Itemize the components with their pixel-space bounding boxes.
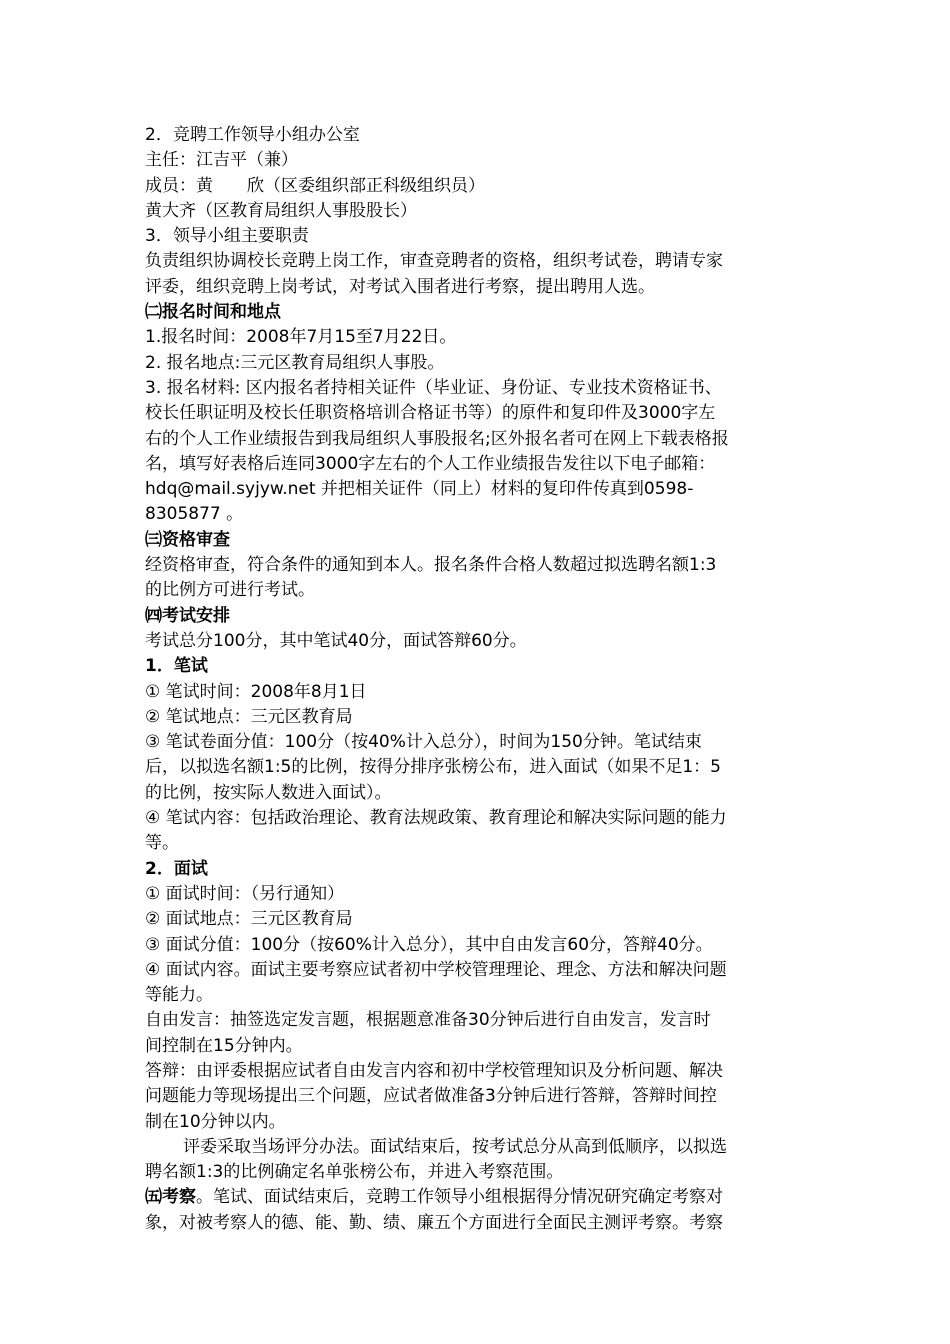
paragraph-line: ③ 笔试卷面分值：100分（按40%计入总分），时间为150分钟。笔试结束 <box>145 732 702 753</box>
paragraph-line: ④ 面试内容。面试主要考察应试者初中学校管理理论、理念、方法和解决问题 <box>145 959 727 980</box>
document-body <box>145 123 810 1236</box>
paragraph-line: 右的个人工作业绩报告到我局组织人事股报名;区外报名者可在网上下载表格报 <box>145 428 729 449</box>
paragraph-line: ② 笔试地点：三元区教育局 <box>145 706 353 727</box>
paragraph-line: ① 笔试时间：2008年8月1日 <box>145 681 367 702</box>
paragraph-line: ② 面试地点：三元区教育局 <box>145 909 353 930</box>
paragraph-text: 。笔试、面试结束后，竞聘工作领导小组根据得分情况研究确定考察对 <box>196 1187 723 1208</box>
paragraph-line: ③ 面试分值：100分（按60%计入总分），其中自由发言60分，答辩40分。 <box>145 934 713 955</box>
paragraph-line: 校长任职证明及校长任职资格培训合格证书等）的原件和复印件及3000字左 <box>145 403 716 424</box>
paragraph-line: 的比例方可进行考试。 <box>145 580 315 601</box>
paragraph-line: 自由发言：抽签选定发言题，根据题意准备30分钟后进行自由发言，发言时 <box>145 1010 711 1031</box>
paragraph-line: 2. 报名地点:三元区教育局组织人事股。 <box>145 352 445 373</box>
paragraph-line: 评委，组织竞聘上岗考试，对考试入围者进行考察，提出聘用人选。 <box>145 276 655 297</box>
paragraph-line: 后，以拟选名额1:5的比例，按得分排序张榜公布，进入面试（如果不足1：5 <box>145 757 721 778</box>
paragraph-line: 聘名额1:3的比例确定名单张榜公布，并进入考察范围。 <box>145 1162 564 1183</box>
paragraph-line: 问题能力等现场提出三个问题，应试者做准备3分钟后进行答辩，答辩时间控 <box>145 1086 717 1107</box>
paragraph-line: 2．竞聘工作领导小组办公室 <box>145 125 360 145</box>
paragraph-line: 3．领导小组主要职责 <box>145 226 309 247</box>
paragraph-line: 等。 <box>145 833 179 854</box>
paragraph-line: 3. 报名材料: 区内报名者持相关证件（毕业证、身份证、专业技术资格证书、 <box>145 377 722 398</box>
paragraph-line: 经资格审查，符合条件的通知到本人。报名条件合格人数超过拟选聘名额1:3 <box>145 555 717 576</box>
paragraph-list <box>145 123 810 1185</box>
paragraph-line: 考试总分100分，其中笔试40分，面试答辩60分。 <box>145 630 527 651</box>
paragraph-line: 的比例，按实际人数进入面试）。 <box>145 782 392 803</box>
paragraph-line: 制在10分钟以内。 <box>145 1111 286 1132</box>
section-heading: 2．面试 <box>145 858 208 879</box>
paragraph-line: 间控制在15分钟内。 <box>145 1035 303 1056</box>
paragraph-line: 黄大齐（区教育局组织人事股股长） <box>145 200 417 221</box>
section-heading: ㈢资格审查 <box>145 529 230 550</box>
paragraph-line: ① 面试时间：（另行通知） <box>145 883 345 904</box>
paragraph-line: 名，填写好表格后连同3000字左右的个人工作业绩报告发往以下电子邮箱： <box>145 453 716 474</box>
paragraph-line: 8305877 。 <box>145 504 244 525</box>
paragraph-line: 象，对被考察人的德、能、勤、绩、廉五个方面进行全面民主测评考察。考察 <box>145 1212 723 1233</box>
paragraph-line: 答辩：由评委根据应试者自由发言内容和初中学校管理知识及分析问题、解决 <box>145 1060 723 1081</box>
paragraph-line: 主任：江吉平（兼） <box>145 150 298 171</box>
section-heading: ㈣考试安排 <box>145 605 230 626</box>
paragraph-line: 评委采取当场评分办法。面试结束后，按考试总分从高到低顺序，以拟选 <box>183 1136 727 1157</box>
paragraph-line: 负责组织协调校长竞聘上岗工作，审查竞聘者的资格，组织考试卷，聘请专家 <box>145 251 723 272</box>
section-heading: ㈡报名时间和地点 <box>145 302 281 323</box>
paragraph-line: ④ 笔试内容：包括政治理论、教育法规政策、教育理论和解决实际问题的能力 <box>145 808 727 829</box>
section-heading: 1．笔试 <box>145 656 208 677</box>
paragraph-line: 1.报名时间：2008年7月15至7月22日。 <box>145 327 457 348</box>
paragraph-line: 等能力。 <box>145 985 213 1006</box>
paragraph-line: hdq@mail.syjyw.net 并把相关证件（同上）材料的复印件传真到0598- <box>145 479 694 500</box>
paragraph-line: 成员：黄 欣（区委组织部正科级组织员） <box>145 175 485 196</box>
paragraph-line <box>145 1185 810 1210</box>
section-heading: ㈤考察 <box>145 1187 196 1208</box>
